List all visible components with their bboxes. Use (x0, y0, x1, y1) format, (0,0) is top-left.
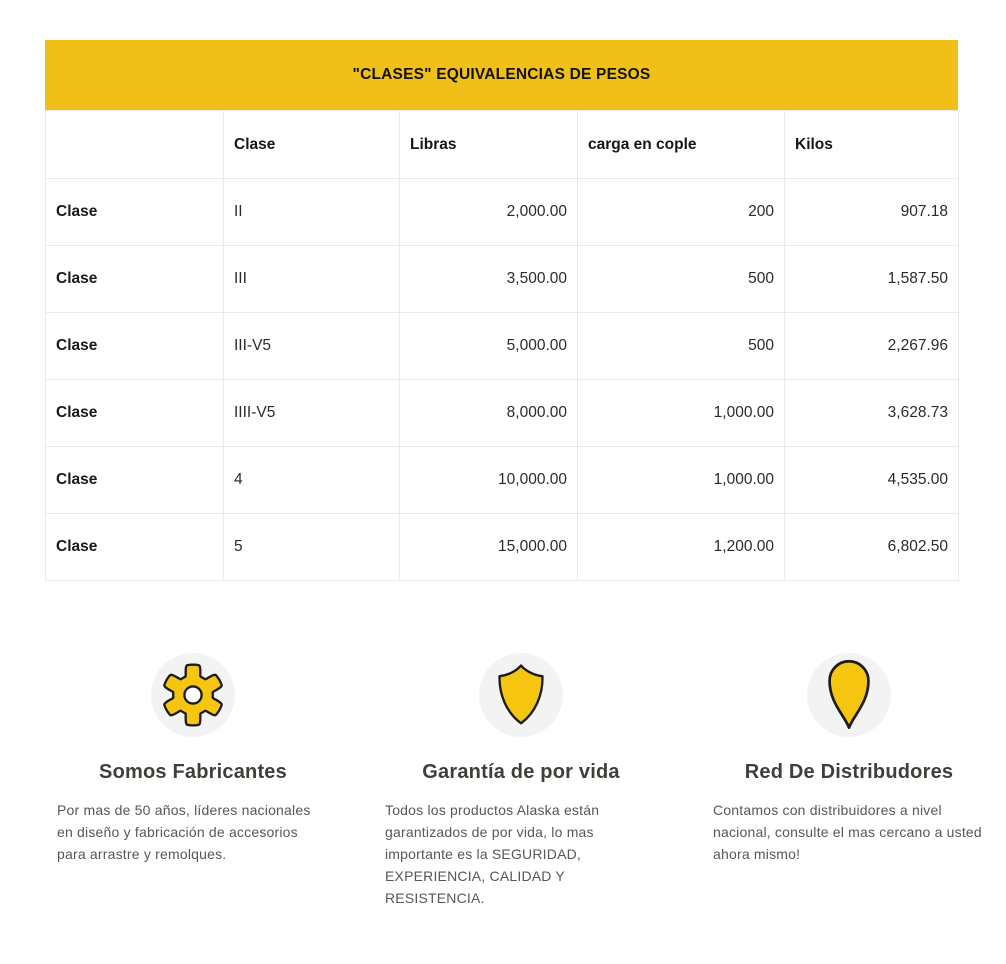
cell-kilos: 3,628.73 (785, 380, 959, 447)
feature-title: Red De Distribudores (744, 761, 954, 783)
row-label: Clase (46, 447, 224, 514)
header-kilos: Kilos (785, 111, 959, 179)
feature-icon-disc (151, 653, 235, 737)
table-body (46, 179, 959, 581)
cell-kilos: 1,587.50 (785, 246, 959, 313)
cell-clase: IIII-V5 (224, 380, 400, 447)
table-title: "CLASES" EQUIVALENCIAS DE PESOS (352, 66, 651, 83)
cell-kilos: 6,802.50 (785, 514, 959, 581)
header-libras: Libras (400, 111, 578, 179)
cell-kilos: 4,535.00 (785, 447, 959, 514)
shield-icon (492, 662, 550, 728)
cell-libras: 2,000.00 (400, 179, 578, 246)
cell-clase: III-V5 (224, 313, 400, 380)
cell-clase: III (224, 246, 400, 313)
row-label: Clase (46, 380, 224, 447)
feature-text: Todos los productos Alaska están garantizados de por vida, lo mas importante es la SEGURIDAD, EXPERIENCIA, CALIDAD Y RESISTENCIA. (385, 802, 600, 906)
cell-carga-en-cople: 500 (578, 246, 785, 313)
features-section (57, 653, 985, 909)
header-carga-en-cople: carga en cople (578, 111, 785, 179)
table-row (46, 179, 959, 246)
cell-carga-en-cople: 1,200.00 (578, 514, 785, 581)
table-title-bar (45, 40, 958, 110)
pin-icon (822, 658, 876, 732)
table-row (46, 514, 959, 581)
feature-title: Garantía de por vida (422, 761, 620, 783)
cell-kilos: 907.18 (785, 179, 959, 246)
table-row (46, 313, 959, 380)
header-clase: Clase (224, 111, 400, 179)
cell-carga-en-cople: 1,000.00 (578, 447, 785, 514)
row-label: Clase (46, 313, 224, 380)
cell-libras: 3,500.00 (400, 246, 578, 313)
feature-card-garantia (385, 653, 657, 909)
weights-table-section (45, 40, 958, 581)
cell-libras: 15,000.00 (400, 514, 578, 581)
table-row (46, 447, 959, 514)
cell-libras: 10,000.00 (400, 447, 578, 514)
cell-carga-en-cople: 500 (578, 313, 785, 380)
gear-icon (160, 662, 226, 728)
cell-carga-en-cople: 1,000.00 (578, 380, 785, 447)
row-label: Clase (46, 514, 224, 581)
weights-table (45, 110, 959, 581)
cell-carga-en-cople: 200 (578, 179, 785, 246)
header-empty (46, 111, 224, 179)
feature-card-fabricantes (57, 653, 329, 909)
feature-card-distribuidores (713, 653, 985, 909)
cell-clase: 4 (224, 447, 400, 514)
cell-libras: 8,000.00 (400, 380, 578, 447)
cell-kilos: 2,267.96 (785, 313, 959, 380)
cell-libras: 5,000.00 (400, 313, 578, 380)
feature-icon-disc (807, 653, 891, 737)
feature-text: Contamos con distribuidores a nivel nacional, consulte el mas cercano a usted ahora mismo! (713, 802, 982, 862)
feature-text: Por mas de 50 años, líderes nacionales en diseño y fabricación de accesorios para arrastre y remolques. (57, 802, 311, 862)
row-label: Clase (46, 179, 224, 246)
table-row (46, 380, 959, 447)
cell-clase: II (224, 179, 400, 246)
feature-title: Somos Fabricantes (99, 761, 287, 783)
table-header-row (46, 111, 959, 179)
row-label: Clase (46, 246, 224, 313)
feature-icon-disc (479, 653, 563, 737)
cell-clase: 5 (224, 514, 400, 581)
table-row (46, 246, 959, 313)
